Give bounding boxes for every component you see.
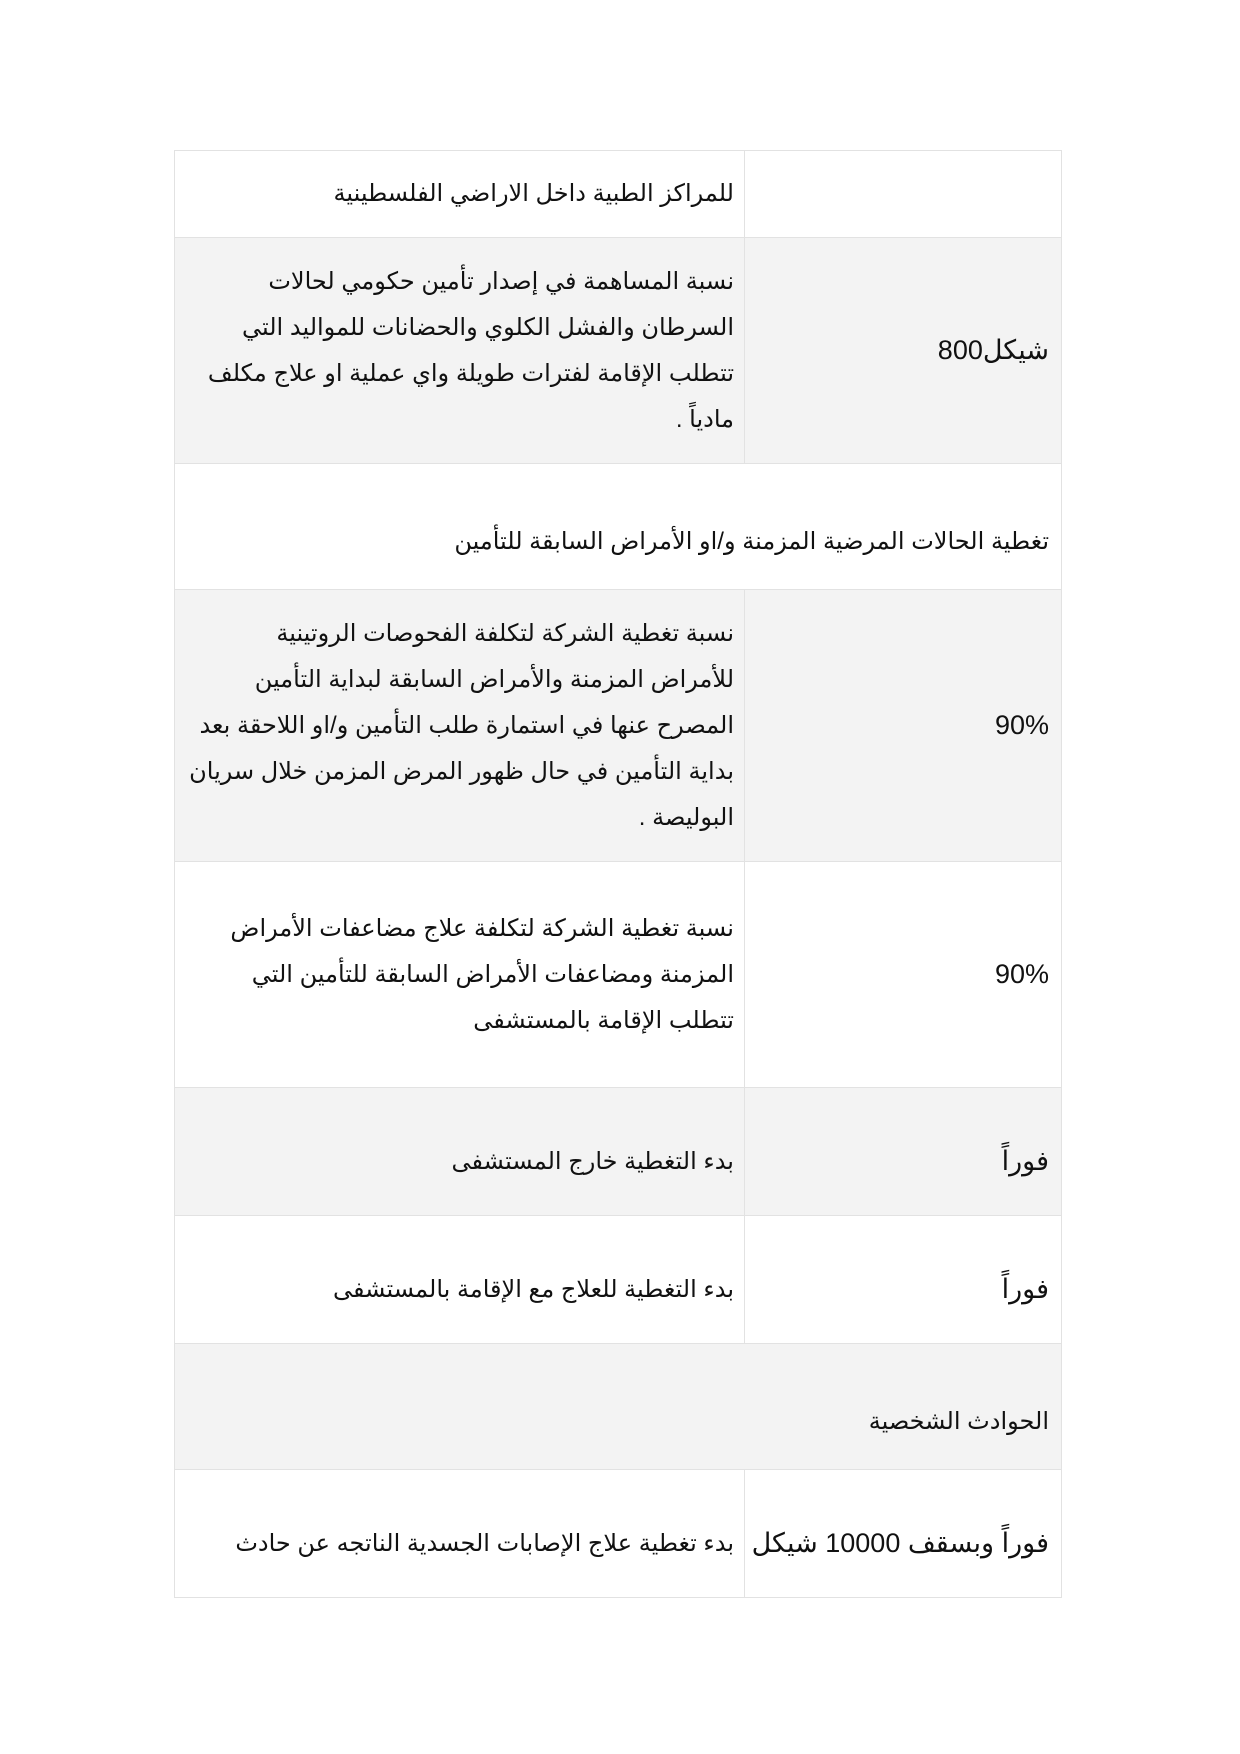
table-row [175, 1216, 1061, 1344]
table-row [175, 151, 1061, 238]
value-cell: شيكل800 [744, 238, 1061, 463]
value-cell: 90% [744, 590, 1061, 861]
coverage-table [174, 150, 1062, 1598]
table-row [175, 590, 1061, 862]
description-text: للمراكز الطبية داخل الاراضي الفلسطينية [333, 180, 734, 207]
value-cell: فوراً وبسقف 10000 شيكل [744, 1470, 1061, 1597]
description-text: بدء تغطية علاج الإصابات الجسدية الناتجه عن حادث [235, 1529, 734, 1557]
value-cell: 90% [744, 862, 1061, 1087]
table-row [175, 1088, 1061, 1216]
description-cell [175, 151, 744, 237]
description-cell [175, 1470, 744, 1597]
description-text: نسبة تغطية الشركة لتكلفة الفحوصات الروتينية للأمراض المزمنة والأمراض السابقة لبداية التأمين المصرح عنها في استمارة طلب التأمين و/او اللاحقة بعد بداية التأمين في حال ظهور المرض المزمن خلال سريان البوليصة . [189, 619, 734, 831]
description-text: بدء التغطية للعلاج مع الإقامة بالمستشفى [332, 1275, 734, 1303]
section-header-text: تغطية الحالات المرضية المزمنة و/او الأمراض السابقة للتأمين [454, 528, 1049, 555]
value-cell: فوراً [744, 1088, 1061, 1215]
table-row [175, 862, 1061, 1088]
description-text: نسبة المساهمة في إصدار تأمين حكومي لحالات السرطان والفشل الكلوي والحضانات للمواليد التي تتطلب الإقامة لفترات طويلة واي عملية او علاج مكلف مادياً . [207, 267, 734, 433]
description-cell [175, 862, 744, 1087]
section-header-row [175, 464, 1061, 590]
section-header-row [175, 1344, 1061, 1470]
section-header [175, 464, 1061, 589]
description-text: بدء التغطية خارج المستشفى [451, 1147, 734, 1175]
description-cell [175, 1216, 744, 1343]
description-cell [175, 1088, 744, 1215]
table-row [175, 238, 1061, 464]
section-header [175, 1344, 1061, 1469]
section-header-text: الحوادث الشخصية [868, 1408, 1049, 1435]
description-cell [175, 238, 744, 463]
description-cell [175, 590, 744, 861]
table-row [175, 1470, 1061, 1597]
value-cell: فوراً [744, 1216, 1061, 1343]
description-text: نسبة تغطية الشركة لتكلفة علاج مضاعفات الأمراض المزمنة ومضاعفات الأمراض السابقة للتأمين التي تتطلب الإقامة بالمستشفى [230, 914, 734, 1034]
value-cell [744, 151, 1061, 237]
